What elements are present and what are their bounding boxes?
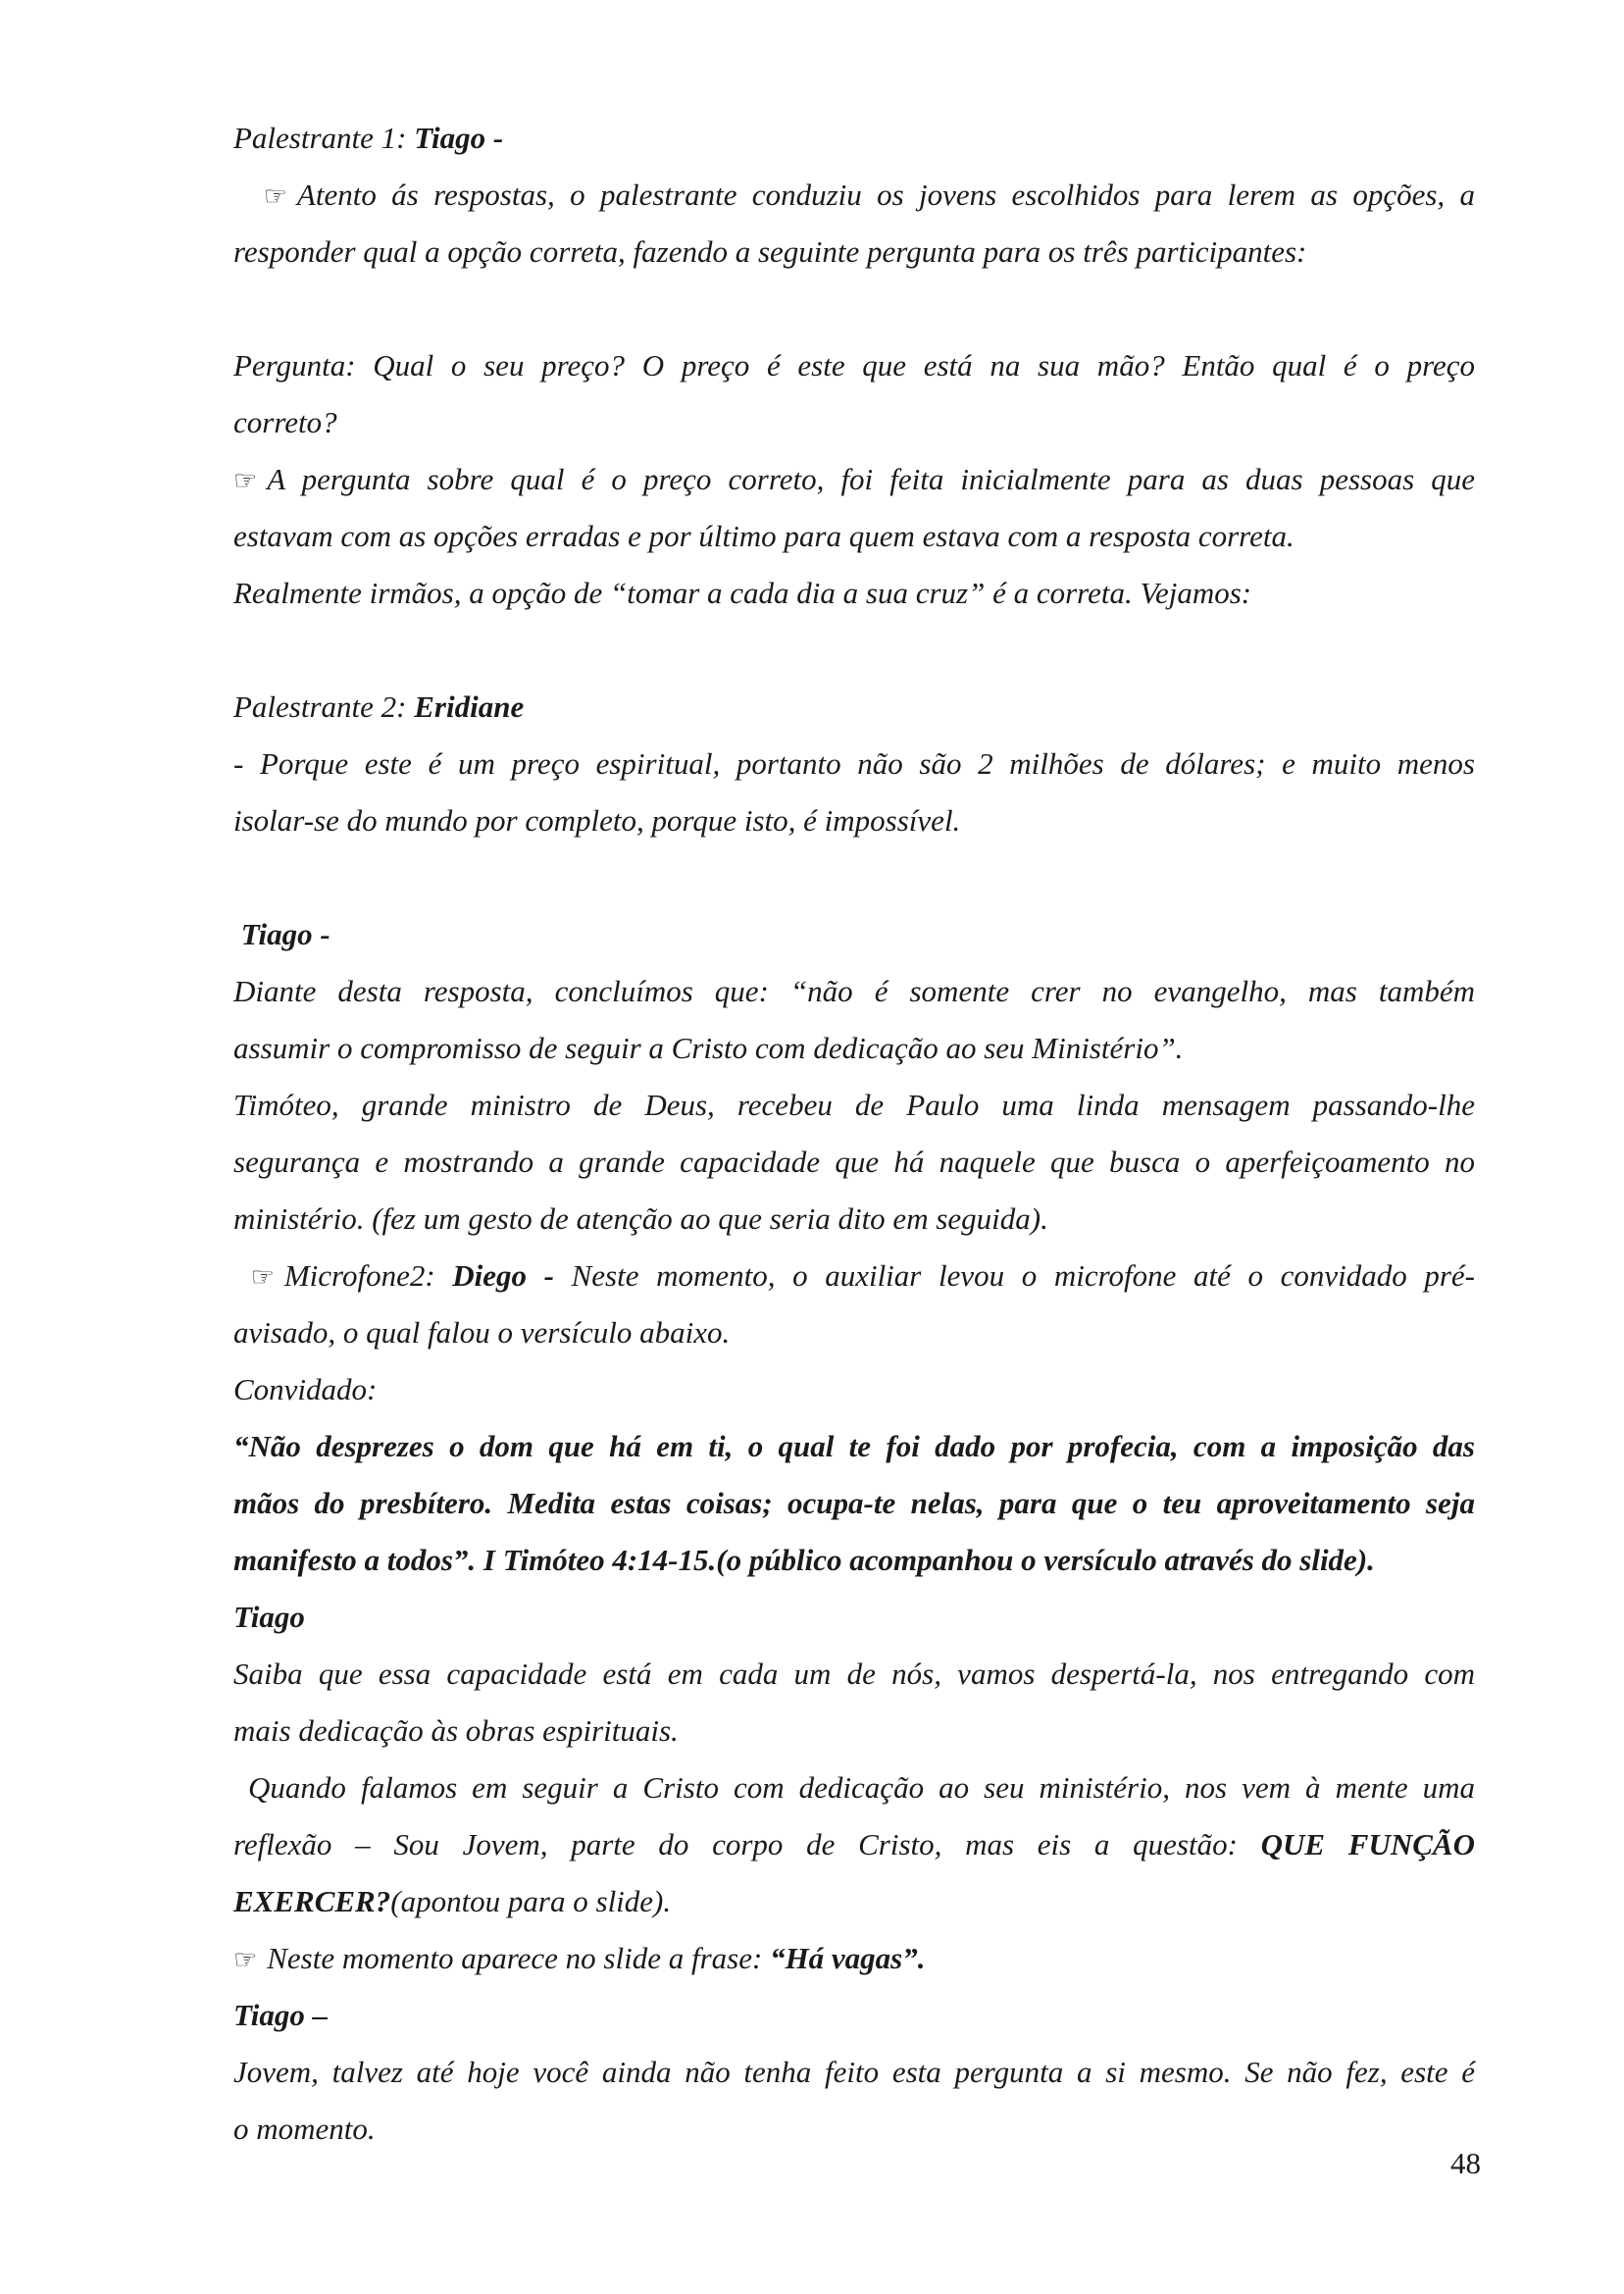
page-number: 48 bbox=[1450, 2146, 1481, 2180]
text-line: EXERCER?(apontou para o slide). bbox=[233, 1884, 672, 1918]
text-line: estavam com as opções erradas e por último para quem estava com a resposta correta. bbox=[233, 519, 1294, 553]
pointing-hand-icon: ☞ bbox=[233, 1945, 258, 1974]
text-line: assumir o compromisso de seguir a Cristo com dedicação ao seu Ministério”. bbox=[233, 1031, 1184, 1065]
pointing-hand-icon: ☞ bbox=[263, 181, 287, 211]
text-line: Saiba que essa capacidade está em cada um de nós, vamos despertá-la, nos entregando com bbox=[233, 1657, 1475, 1691]
pointing-hand-icon: ☞ bbox=[250, 1262, 275, 1292]
text-line: Convidado: bbox=[233, 1372, 378, 1406]
blank-line bbox=[233, 280, 1475, 337]
text-line: ☞ Neste momento aparece no slide a frase: “Há vagas”. bbox=[233, 1941, 926, 1975]
blank-line bbox=[233, 849, 1475, 906]
text-line: ministério. (fez um gesto de atenção ao que seria dito em seguida). bbox=[233, 1201, 1048, 1236]
text-line: Jovem, talvez até hoje você ainda não tenha feito esta pergunta a si mesmo. Se não fez, este é bbox=[233, 2055, 1475, 2089]
speaker-name: Tiago bbox=[233, 1600, 305, 1634]
speaker-line: Palestrante 1: Tiago - bbox=[233, 121, 504, 155]
text-line: ☞ Microfone2: Diego - Neste momento, o auxiliar levou o microfone até o convidado pré- bbox=[250, 1258, 1475, 1293]
text-line: responder qual a opção correta, fazendo a seguinte pergunta para os três participantes: bbox=[233, 234, 1307, 269]
speaker-name: Tiago – bbox=[233, 1998, 329, 2032]
text-line: Diante desta resposta, concluímos que: “não é somente crer no evangelho, mas também bbox=[233, 974, 1475, 1008]
text-line: ☞ Atento ás respostas, o palestrante conduziu os jovens escolhidos para lerem as opções, a bbox=[263, 178, 1475, 212]
text-line: ☞ A pergunta sobre qual é o preço correto, foi feita inicialmente para as duas pessoas que bbox=[233, 462, 1475, 496]
quote-line: manifesto a todos”. I Timóteo 4:14-15.(o público acompanhou o versículo através do slide). bbox=[233, 1543, 1375, 1577]
text-line: avisado, o qual falou o versículo abaixo. bbox=[233, 1315, 731, 1350]
quote-line: “Não desprezes o dom que há em ti, o qual te foi dado por profecia, com a imposição das bbox=[233, 1429, 1475, 1463]
page-body bbox=[233, 110, 1475, 2158]
text-line: isolar-se do mundo por completo, porque isto, é impossível. bbox=[233, 803, 961, 838]
text-line: mais dedicação às obras espirituais. bbox=[233, 1713, 679, 1748]
text-line: correto? bbox=[233, 405, 337, 439]
emphasis-text: EXERCER? bbox=[233, 1884, 391, 1918]
text-line: Pergunta: Qual o seu preço? O preço é este que está na sua mão? Então qual é o preço bbox=[233, 348, 1475, 382]
speaker-name: Eridiane bbox=[414, 689, 525, 724]
pointing-hand-icon: ☞ bbox=[233, 466, 258, 495]
text-line: Quando falamos em seguir a Cristo com dedicação ao seu ministério, nos vem à mente uma bbox=[248, 1770, 1476, 1805]
text-line: reflexão – Sou Jovem, parte do corpo de Cristo, mas eis a questão: QUE FUNÇÃO bbox=[233, 1827, 1475, 1861]
speaker-line: Palestrante 2: Eridiane bbox=[233, 689, 525, 724]
emphasis-text: QUE FUNÇÃO bbox=[1260, 1827, 1475, 1861]
text-line: o momento. bbox=[233, 2112, 376, 2146]
text-line: Timóteo, grande ministro de Deus, recebeu de Paulo uma linda mensagem passando-lhe bbox=[233, 1088, 1475, 1122]
speaker-name: Tiago - bbox=[414, 121, 504, 155]
quote-line: mãos do presbítero. Medita estas coisas; ocupa-te nelas, para que o teu aproveitamento seja bbox=[233, 1486, 1475, 1520]
emphasis-text: “Há vagas”. bbox=[770, 1941, 926, 1975]
text-line: Realmente irmãos, a opção de “tomar a cada dia a sua cruz” é a correta. Vejamos: bbox=[233, 576, 1252, 610]
text-line: - Porque este é um preço espiritual, portanto não são 2 milhões de dólares; e muito menos bbox=[233, 746, 1475, 781]
speaker-name: Diego - bbox=[452, 1258, 554, 1293]
blank-line bbox=[233, 622, 1475, 679]
text-line: segurança e mostrando a grande capacidade que há naquele que busca o aperfeiçoamento no bbox=[233, 1145, 1475, 1179]
speaker-name: Tiago - bbox=[240, 917, 330, 951]
